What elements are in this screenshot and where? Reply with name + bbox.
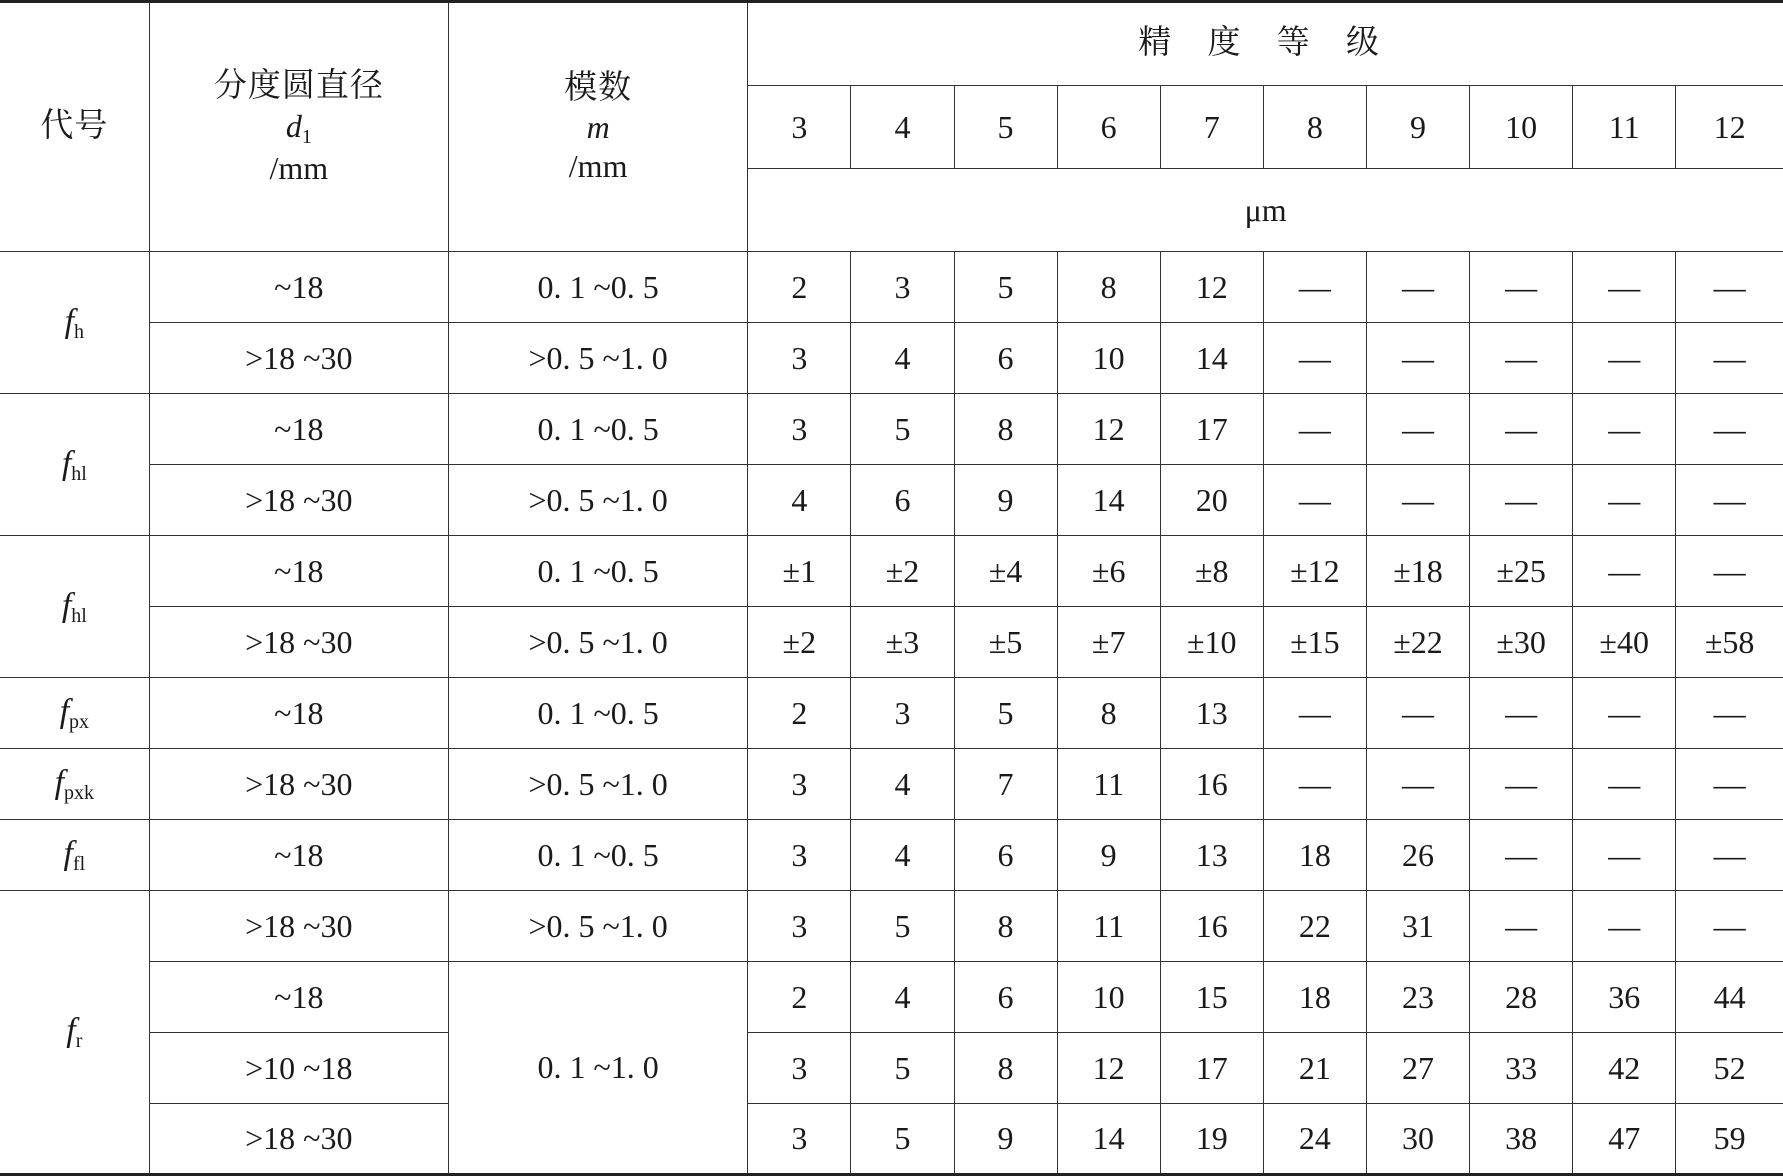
grade-value-cell: 12 [1160,252,1263,323]
grade-value-cell: 3 [851,252,954,323]
grade-value-cell: — [1263,749,1366,820]
grade-value-cell: 52 [1676,1033,1783,1104]
grade-value-cell: 28 [1470,962,1573,1033]
table-row [0,820,1783,891]
module-cell: 0. 1 ~0. 5 [448,394,747,465]
grade-value-cell: — [1366,323,1469,394]
symbol-subscript: fl [72,853,86,875]
grade-value-cell: 36 [1573,962,1676,1033]
grade-value-cell: — [1676,678,1783,749]
grade-value-cell: — [1470,678,1573,749]
grade-header-11: 11 [1573,86,1676,169]
grade-value-cell: ±15 [1263,607,1366,678]
grade-value-cell: ±18 [1366,536,1469,607]
header-code: 代号 [0,2,149,252]
grade-value-cell: 8 [1057,678,1160,749]
grade-value-cell: — [1573,891,1676,962]
grade-header-6: 6 [1057,86,1160,169]
module-cell: >0. 5 ~1. 0 [448,465,747,536]
grade-value-cell: — [1263,678,1366,749]
table-row [0,465,1783,536]
grade-value-cell: ±7 [1057,607,1160,678]
grade-value-cell: 13 [1160,678,1263,749]
grade-value-cell: — [1573,678,1676,749]
header-pitch-diameter-title: 分度圆直径 [213,68,384,104]
pitch-diameter-cell: ~18 [149,252,448,323]
module-cell: 0. 1 ~0. 5 [448,252,747,323]
grade-value-cell: — [1470,465,1573,536]
grade-value-cell: 3 [748,891,851,962]
grade-value-cell: — [1676,465,1783,536]
grade-value-cell: 4 [748,465,851,536]
grade-value-cell: — [1366,252,1469,323]
grade-value-cell: 10 [1057,323,1160,394]
grade-value-cell: — [1573,749,1676,820]
grade-header-10: 10 [1470,86,1573,169]
grade-value-cell: 21 [1263,1033,1366,1104]
grade-value-cell: 18 [1263,820,1366,891]
grade-value-cell: 2 [748,678,851,749]
grade-header-8: 8 [1263,86,1366,169]
pitch-diameter-cell: >18 ~30 [149,607,448,678]
grade-value-cell: 9 [954,1104,1057,1175]
grade-value-cell: — [1263,323,1366,394]
symbol-subscript: r [75,1030,83,1052]
grade-value-cell: 14 [1160,323,1263,394]
pitch-diameter-cell: >10 ~18 [149,1033,448,1104]
grade-value-cell: — [1470,820,1573,891]
table-row [0,891,1783,962]
grade-value-cell: 4 [851,749,954,820]
grade-value-cell: 3 [748,1104,851,1175]
grade-value-cell: 5 [954,678,1057,749]
grade-header-3: 3 [748,86,851,169]
symbol-subscript: px [69,711,90,733]
table-row [0,1033,1783,1104]
symbol-subscript: h [74,320,85,343]
grade-value-cell: — [1263,252,1366,323]
module-cell: 0. 1 ~1. 0 [448,962,747,1175]
grade-value-cell: — [1573,323,1676,394]
symbol-cell [0,252,149,394]
grade-value-cell: ±40 [1573,607,1676,678]
table-header [0,2,1783,252]
grade-value-cell: 3 [748,749,851,820]
header-module-title: 模数 [564,69,633,106]
grade-value-cell: 6 [954,820,1057,891]
grade-value-cell: 5 [851,1104,954,1175]
header-module-symbol: m [586,109,610,146]
table-row [0,749,1783,820]
grade-value-cell: 42 [1573,1033,1676,1104]
module-cell: >0. 5 ~1. 0 [448,323,747,394]
grade-value-cell: 10 [1057,962,1160,1033]
header-accuracy-grade: 精 度 等 级 [748,2,1783,86]
table-row [0,607,1783,678]
grade-value-cell: — [1470,394,1573,465]
grade-value-cell: 8 [954,891,1057,962]
grade-value-cell: 20 [1160,465,1263,536]
symbol-letter: f [61,444,72,482]
grade-value-cell: 9 [1057,820,1160,891]
grade-value-cell: 3 [748,820,851,891]
grade-value-cell: 6 [954,962,1057,1033]
grade-value-cell: 17 [1160,394,1263,465]
grade-value-cell: 30 [1366,1104,1469,1175]
table-row [0,323,1783,394]
symbol-letter: f [66,1012,76,1049]
grade-value-cell: ±8 [1160,536,1263,607]
table-row [0,1104,1783,1175]
grade-value-cell: ±10 [1160,607,1263,678]
pitch-diameter-cell: ~18 [149,678,448,749]
symbol-cell [0,678,149,749]
grade-value-cell: — [1470,323,1573,394]
grade-value-cell: ±6 [1057,536,1160,607]
grade-value-cell: 22 [1263,891,1366,962]
module-cell: >0. 5 ~1. 0 [448,749,747,820]
grade-value-cell: 11 [1057,891,1160,962]
grade-value-cell: 4 [851,962,954,1033]
grade-value-cell: 3 [748,394,851,465]
grade-value-cell: — [1676,820,1783,891]
grade-value-cell: ±2 [851,536,954,607]
grade-value-cell: ±3 [851,607,954,678]
grade-value-cell: 14 [1057,1104,1160,1175]
symbol-cell [0,891,149,1175]
grade-value-cell: — [1263,394,1366,465]
grade-value-cell: — [1573,536,1676,607]
grade-value-cell: 4 [851,323,954,394]
grade-value-cell: — [1676,252,1783,323]
grade-value-cell: ±1 [748,536,851,607]
grade-header-12: 12 [1676,86,1783,169]
grade-value-cell: ±25 [1470,536,1573,607]
grade-value-cell: 3 [748,1033,851,1104]
grade-value-cell: 19 [1160,1104,1263,1175]
grade-value-cell: 13 [1160,820,1263,891]
symbol-subscript: pxk [64,782,95,804]
grade-value-cell: — [1263,465,1366,536]
grade-value-cell: 26 [1366,820,1469,891]
header-module-unit: /mm [568,147,628,184]
header-module [448,2,747,252]
grade-value-cell: 7 [954,749,1057,820]
symbol-cell [0,394,149,536]
grade-value-cell: — [1573,252,1676,323]
pitch-diameter-cell: >18 ~30 [149,891,448,962]
grade-value-cell: 33 [1470,1033,1573,1104]
grade-value-cell: 31 [1366,891,1469,962]
symbol-cell [0,536,149,678]
table-body [0,252,1783,1175]
grade-value-cell: — [1676,323,1783,394]
table-row [0,536,1783,607]
grade-value-cell: 11 [1057,749,1160,820]
grade-value-cell: ±12 [1263,536,1366,607]
grade-value-cell: 8 [1057,252,1160,323]
grade-value-cell: — [1470,252,1573,323]
grade-value-cell: — [1573,820,1676,891]
symbol-subscript: hl [71,462,87,485]
symbol-cell [0,749,149,820]
grade-value-cell: 2 [748,252,851,323]
pitch-diameter-cell: ~18 [149,394,448,465]
grade-value-cell: 6 [851,465,954,536]
table-row [0,962,1783,1033]
grade-value-cell: — [1676,891,1783,962]
grade-value-cell: — [1366,678,1469,749]
grade-header-4: 4 [851,86,954,169]
grade-value-cell: — [1470,891,1573,962]
grade-value-cell: 5 [851,891,954,962]
grade-value-cell: — [1676,394,1783,465]
grade-value-cell: ±4 [954,536,1057,607]
module-cell: >0. 5 ~1. 0 [448,891,747,962]
symbol-letter: f [63,835,73,872]
grade-value-cell: 12 [1057,394,1160,465]
header-pitch-diameter-symbol: $d_1$ [285,107,312,148]
grade-value-cell: 18 [1263,962,1366,1033]
grade-value-cell: 38 [1470,1104,1573,1175]
grade-value-cell: ±30 [1470,607,1573,678]
pitch-diameter-cell: >18 ~30 [149,465,448,536]
grade-value-cell: — [1366,465,1469,536]
grade-header-5: 5 [954,86,1057,169]
pitch-diameter-cell: >18 ~30 [149,749,448,820]
grade-value-cell: ±5 [954,607,1057,678]
symbol-subscript: hl [71,604,87,627]
module-cell: >0. 5 ~1. 0 [448,607,747,678]
grade-value-cell: 5 [851,1033,954,1104]
symbol-cell [0,820,149,891]
grade-value-cell: — [1366,749,1469,820]
grade-header-9: 9 [1366,86,1469,169]
grade-value-cell: 3 [748,323,851,394]
pitch-diameter-cell: ~18 [149,820,448,891]
table-row [0,394,1783,465]
symbol-letter: f [59,693,70,730]
grade-value-cell: — [1676,749,1783,820]
module-cell: 0. 1 ~0. 5 [448,820,747,891]
grade-value-cell: 12 [1057,1033,1160,1104]
grade-value-cell: 6 [954,323,1057,394]
pitch-diameter-cell: ~18 [149,536,448,607]
module-cell: 0. 1 ~0. 5 [448,678,747,749]
grade-header-7: 7 [1160,86,1263,169]
grade-value-cell: 16 [1160,749,1263,820]
grade-value-cell: — [1366,394,1469,465]
grade-value-cell: 8 [954,394,1057,465]
grade-value-cell: — [1573,394,1676,465]
pitch-diameter-cell: >18 ~30 [149,1104,448,1175]
grade-value-cell: 59 [1676,1104,1783,1175]
grade-value-cell: 47 [1573,1104,1676,1175]
grade-value-cell: 15 [1160,962,1263,1033]
grade-value-cell: 9 [954,465,1057,536]
grade-value-cell: 23 [1366,962,1469,1033]
grade-value-cell: 27 [1366,1033,1469,1104]
grade-value-cell: 3 [851,678,954,749]
grade-value-cell: 44 [1676,962,1783,1033]
grade-value-cell: 5 [954,252,1057,323]
grade-value-cell: 16 [1160,891,1263,962]
grade-value-cell: 24 [1263,1104,1366,1175]
header-pitch-diameter-unit: /mm [269,149,329,186]
header-unit: μm [748,169,1783,252]
grade-value-cell: — [1573,465,1676,536]
symbol-letter: f [61,586,72,624]
symbol-letter: f [64,302,75,340]
table-row [0,252,1783,323]
grade-value-cell: 14 [1057,465,1160,536]
grade-value-cell: ±2 [748,607,851,678]
module-cell: 0. 1 ~0. 5 [448,536,747,607]
header-pitch-diameter [149,2,448,252]
grade-value-cell: 4 [851,820,954,891]
grade-value-cell: — [1676,536,1783,607]
pitch-diameter-cell: ~18 [149,962,448,1033]
grade-value-cell: 5 [851,394,954,465]
grade-value-cell: 2 [748,962,851,1033]
grade-value-cell: — [1470,749,1573,820]
grade-value-cell: 17 [1160,1033,1263,1104]
grade-value-cell: ±58 [1676,607,1783,678]
grade-value-cell: ±22 [1366,607,1469,678]
grade-value-cell: 8 [954,1033,1057,1104]
table-row [0,678,1783,749]
pitch-diameter-cell: >18 ~30 [149,323,448,394]
symbol-letter: f [54,764,65,801]
